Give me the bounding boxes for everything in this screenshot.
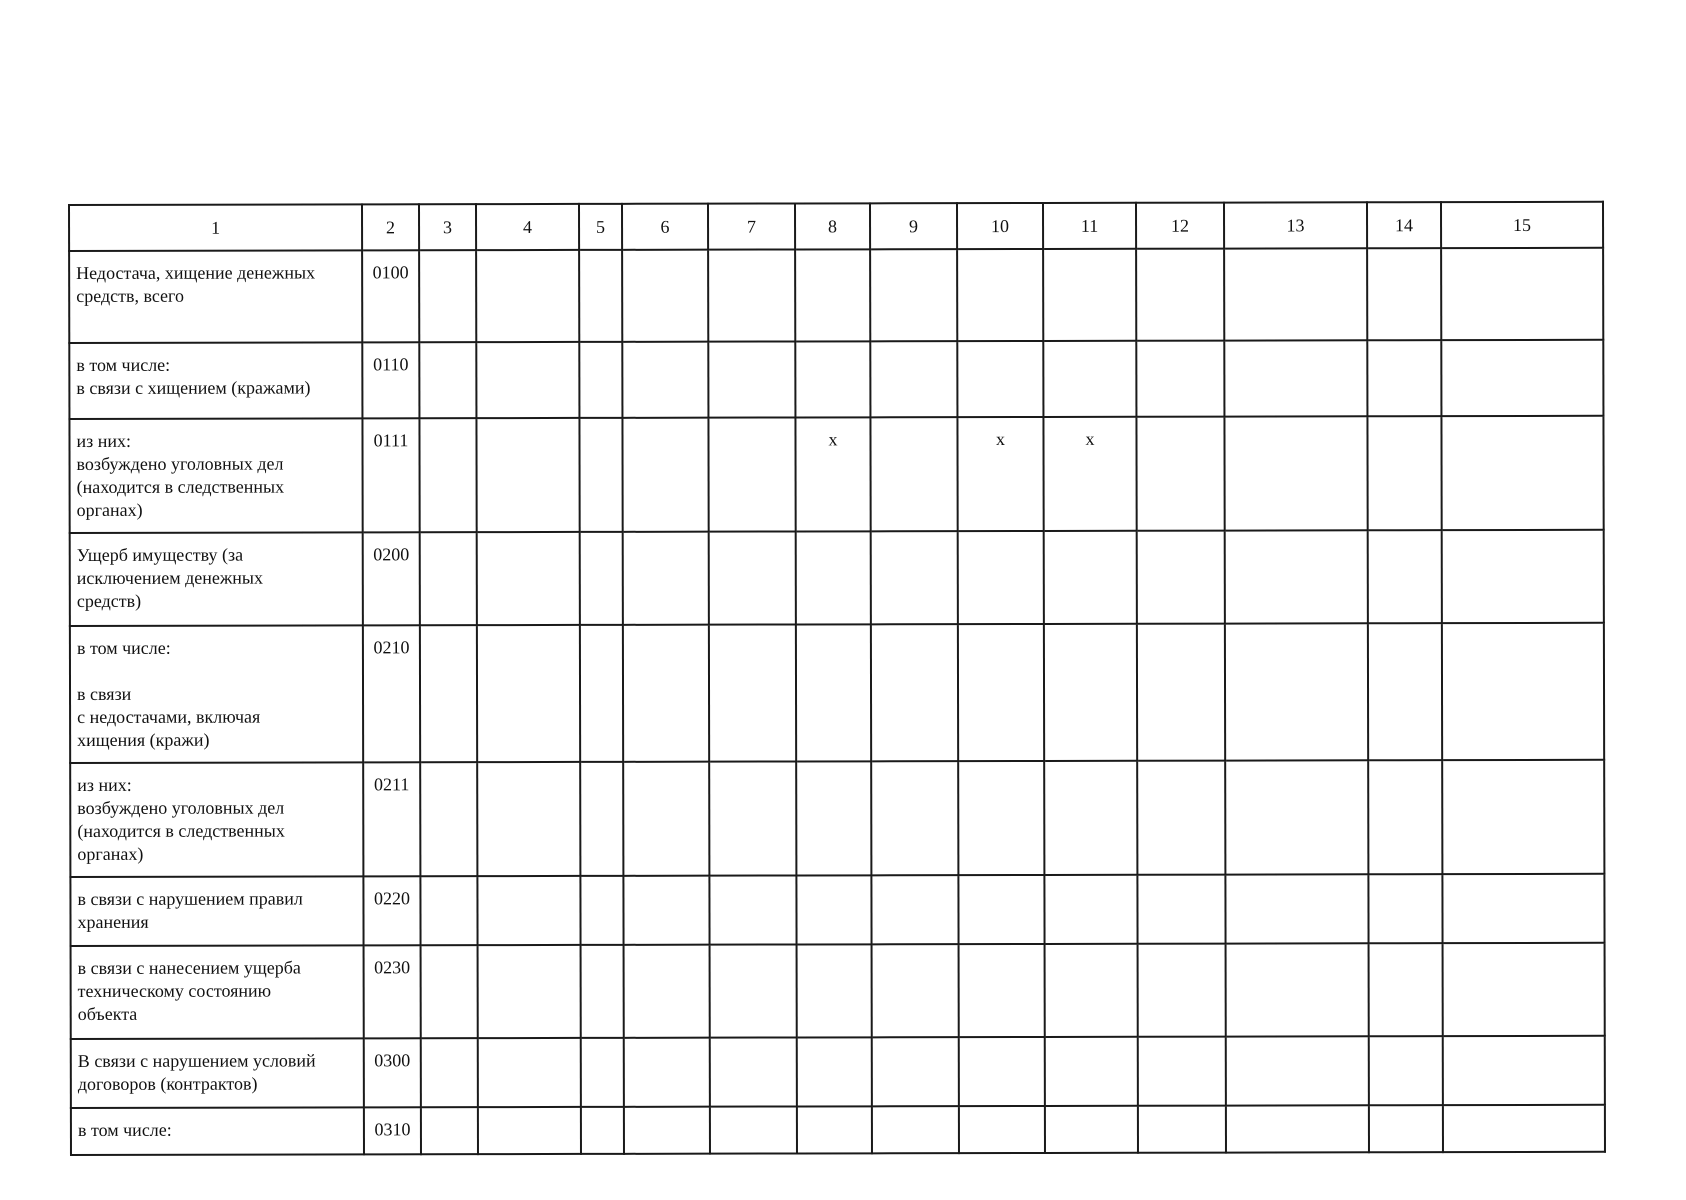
table-cell — [477, 625, 580, 762]
table-cell — [1044, 624, 1137, 761]
table-cell — [623, 532, 709, 625]
table-cell — [1137, 624, 1225, 761]
table-cell — [421, 1107, 478, 1154]
table-cell — [708, 249, 795, 341]
row-code: 0230 — [364, 945, 421, 1038]
table-cell — [420, 532, 477, 625]
column-header: 14 — [1367, 202, 1441, 248]
table-cell — [1224, 416, 1367, 530]
table-cell — [477, 762, 580, 876]
table-cell — [1043, 249, 1136, 341]
table-cell — [1138, 1106, 1226, 1153]
table-cell — [871, 531, 958, 624]
table-row — [71, 1036, 1605, 1108]
table-cell — [1367, 340, 1441, 416]
table-cell — [796, 875, 871, 944]
table-cell — [478, 1038, 581, 1107]
table-cell — [477, 532, 580, 625]
row-label: В связи с нарушением условий договоров (контрактов) — [71, 1038, 364, 1108]
table-cell — [710, 1037, 797, 1106]
table-cell — [1044, 875, 1137, 944]
column-header: 15 — [1441, 202, 1603, 248]
table-cell — [580, 762, 623, 876]
row-label: Недостача, хищение денежных средств, всего — [69, 250, 362, 343]
table-cell — [797, 1037, 872, 1106]
table-cell — [870, 417, 957, 531]
table-cell — [622, 418, 708, 532]
table-cell — [420, 876, 477, 945]
table-cell — [1369, 1036, 1443, 1105]
column-header: 12 — [1136, 203, 1224, 249]
table-cell — [1443, 1036, 1605, 1105]
table-cell — [1367, 248, 1441, 340]
table-cell — [870, 341, 957, 417]
table-cell — [871, 624, 958, 761]
table-cell — [1137, 875, 1225, 944]
table-cell — [708, 341, 795, 417]
table-cell — [581, 945, 624, 1038]
table-cell — [1136, 249, 1224, 341]
table-cell — [421, 945, 478, 1038]
table-cell — [795, 249, 870, 341]
table-cell — [1136, 341, 1224, 417]
column-header: 11 — [1043, 203, 1136, 249]
row-code: 0211 — [363, 762, 420, 876]
table-cell — [1369, 1105, 1443, 1152]
table-cell — [709, 531, 796, 624]
table-row — [71, 1105, 1605, 1155]
table-cell — [1368, 623, 1442, 760]
table-cell — [581, 1107, 624, 1154]
table-cell — [623, 876, 709, 945]
column-header: 8 — [795, 203, 870, 249]
table-cell — [872, 1037, 959, 1106]
table-cell — [871, 875, 958, 944]
table-cell — [796, 531, 871, 624]
header-row — [69, 202, 1603, 251]
row-code: 0300 — [364, 1038, 421, 1107]
table-cell — [958, 875, 1044, 944]
table-cell — [622, 250, 708, 342]
table-row — [69, 340, 1603, 419]
table-cell — [796, 624, 871, 761]
table-cell — [1045, 944, 1138, 1037]
table-cell — [624, 1107, 710, 1154]
table-cell: x — [795, 417, 870, 531]
table-body — [69, 248, 1605, 1155]
table-cell — [797, 1106, 872, 1153]
table-cell — [580, 625, 623, 762]
table-cell — [1224, 340, 1367, 416]
column-header: 4 — [476, 204, 579, 250]
table-cell — [623, 762, 709, 876]
row-label: из них: возбуждено уголовных дел (находится в следственных органах) — [69, 418, 362, 533]
table-cell — [419, 342, 476, 418]
table-cell — [1368, 874, 1442, 943]
column-header: 1 — [69, 204, 362, 251]
table-cell — [476, 418, 579, 532]
row-code: 0210 — [363, 625, 420, 762]
table-cell — [1225, 623, 1368, 760]
table-row — [70, 623, 1604, 763]
table-cell — [870, 249, 957, 341]
table-cell — [581, 1038, 624, 1107]
column-header: 2 — [362, 204, 419, 250]
table-cell — [624, 945, 710, 1038]
table-cell — [622, 342, 708, 418]
report-table — [68, 201, 1606, 1156]
table-cell — [420, 625, 477, 762]
table-cell — [872, 1106, 959, 1153]
table-cell — [1044, 531, 1137, 624]
row-label: в том числе: в связи с недостачами, включая хищения (кражи) — [70, 625, 363, 763]
table-cell — [1226, 1036, 1369, 1105]
row-label: в том числе: в связи с хищением (кражами) — [69, 342, 362, 419]
table-cell — [957, 341, 1043, 417]
table-cell — [580, 876, 623, 945]
table-cell — [419, 250, 476, 342]
table-cell — [476, 342, 579, 418]
table-cell — [958, 531, 1044, 624]
table-cell — [477, 876, 580, 945]
table-row — [71, 943, 1605, 1039]
column-header: 13 — [1224, 202, 1367, 248]
table-cell — [1441, 248, 1603, 340]
table-cell — [1368, 530, 1442, 623]
table-cell — [1137, 531, 1225, 624]
table-cell — [1044, 761, 1137, 875]
table-row — [70, 530, 1604, 626]
table-cell — [1138, 1037, 1226, 1106]
table-cell — [579, 342, 622, 418]
table-cell: x — [957, 417, 1043, 531]
table-cell — [1225, 874, 1368, 943]
column-header: 6 — [622, 204, 708, 250]
row-label: в связи с нанесением ущерба техническому состоянию объекта — [71, 945, 364, 1039]
table-cell — [1442, 623, 1604, 760]
table-cell — [709, 761, 796, 875]
table-cell — [1137, 761, 1225, 875]
row-code: 0111 — [362, 418, 419, 532]
column-header: 9 — [870, 203, 957, 249]
table-cell — [872, 944, 959, 1037]
table-cell — [421, 1038, 478, 1107]
column-header: 7 — [708, 203, 795, 249]
table-row — [70, 874, 1604, 946]
table-cell — [1226, 1105, 1369, 1152]
row-label: Ущерб имуществу (за исключением денежных средств) — [70, 532, 363, 626]
table-cell — [579, 250, 622, 342]
table-cell — [710, 944, 797, 1037]
table-cell — [959, 944, 1045, 1037]
table-cell — [1442, 874, 1604, 943]
table-cell — [795, 341, 870, 417]
row-label: в том числе: — [71, 1107, 364, 1155]
table-cell — [871, 761, 958, 875]
table-cell — [959, 1106, 1045, 1153]
row-code: 0200 — [363, 532, 420, 625]
table-row — [70, 760, 1604, 877]
table-cell — [579, 418, 622, 532]
table-cell — [1443, 943, 1605, 1036]
table-cell — [1367, 416, 1441, 530]
table-cell — [797, 944, 872, 1037]
table-cell — [1138, 944, 1226, 1037]
table-cell — [1043, 341, 1136, 417]
row-label: в связи с нарушением правил хранения — [70, 876, 363, 946]
table-cell — [708, 417, 795, 531]
table-cell — [958, 761, 1044, 875]
table-cell — [1443, 1105, 1605, 1152]
table-cell — [1441, 416, 1603, 530]
table-cell — [478, 945, 581, 1038]
table-cell — [959, 1037, 1045, 1106]
table-cell — [957, 249, 1043, 341]
table-cell: x — [1043, 417, 1136, 531]
table-cell — [1225, 530, 1368, 623]
table-cell — [478, 1107, 581, 1154]
table-cell — [710, 1106, 797, 1153]
table-cell — [623, 625, 709, 762]
row-label: из них: возбуждено уголовных дел (находится в следственных органах) — [70, 762, 363, 877]
table-cell — [419, 418, 476, 532]
row-code: 0110 — [362, 342, 419, 418]
column-header: 3 — [419, 204, 476, 250]
table-cell — [1442, 760, 1604, 874]
column-header: 5 — [579, 204, 622, 250]
table-cell — [1045, 1106, 1138, 1153]
table-cell — [1369, 943, 1443, 1036]
table-cell — [1045, 1037, 1138, 1106]
table-cell — [476, 250, 579, 342]
table-row — [69, 248, 1603, 343]
table-cell — [958, 624, 1044, 761]
table-cell — [709, 624, 796, 761]
row-code: 0100 — [362, 250, 419, 342]
table-cell — [1368, 760, 1442, 874]
table-cell — [709, 875, 796, 944]
table-cell — [1442, 530, 1604, 623]
table-cell — [420, 762, 477, 876]
table-cell — [1441, 340, 1603, 416]
row-code: 0220 — [363, 876, 420, 945]
table-cell — [580, 532, 623, 625]
table-cell — [1224, 248, 1367, 340]
row-code: 0310 — [364, 1107, 421, 1154]
table-cell — [1136, 417, 1224, 531]
table-cell — [1225, 760, 1368, 874]
table-cell — [624, 1038, 710, 1107]
table-cell — [1226, 943, 1369, 1036]
table-cell — [796, 761, 871, 875]
table-row — [69, 416, 1603, 533]
column-header: 10 — [957, 203, 1043, 249]
